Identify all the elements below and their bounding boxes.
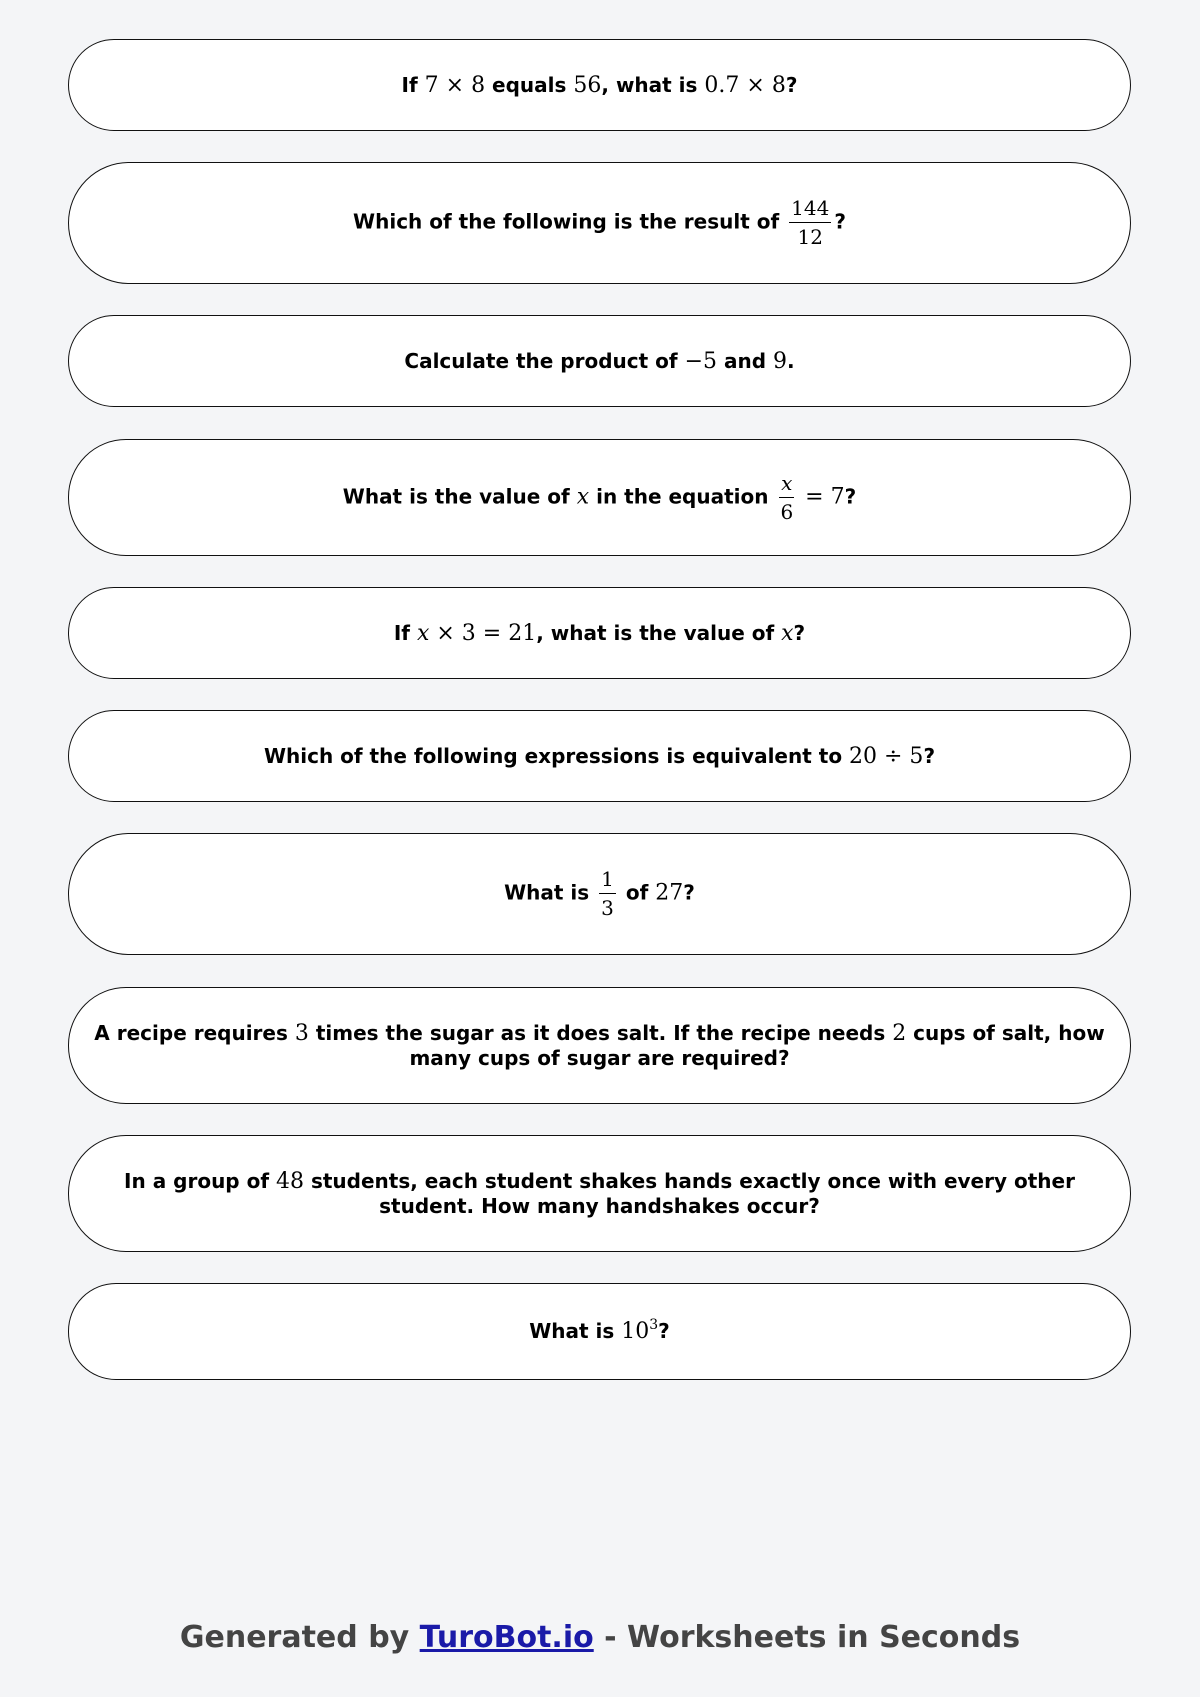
fraction: $\frac{x}{6}$ bbox=[780, 470, 794, 524]
question-card-7 bbox=[68, 833, 1131, 955]
fraction: $\frac{144}{12}$ bbox=[791, 196, 830, 249]
question-card-8 bbox=[68, 987, 1131, 1104]
question-text: What is $\frac{1}{3}$ of 27? bbox=[504, 867, 695, 920]
question-text: Calculate the product of −5 and 9. bbox=[404, 348, 795, 374]
question-text: In a group of 48 students, each student shakes hands exactly once with every other student. How many handshakes occur? bbox=[124, 1168, 1075, 1218]
question-card-10 bbox=[68, 1283, 1131, 1380]
question-card-2 bbox=[68, 162, 1131, 284]
question-card-6 bbox=[68, 710, 1131, 802]
question-card-5 bbox=[68, 587, 1131, 679]
question-text: A recipe requires 3 times the sugar as it does salt. If the recipe needs 2 cups of salt, how many cups of sugar are required? bbox=[94, 1020, 1105, 1070]
question-card-1 bbox=[68, 39, 1131, 131]
question-text: What is $10^3$? bbox=[529, 1317, 670, 1344]
question-text: If 7 × 8 equals 56, what is 0.7 × 8? bbox=[401, 72, 798, 98]
question-card-9 bbox=[68, 1135, 1131, 1252]
question-text: Which of the following expressions is equivalent to 20 ÷ 5? bbox=[263, 743, 936, 769]
question-text: Which of the following is the result of $\frac{144}{12}$ ? bbox=[353, 196, 846, 249]
fraction: $\frac{1}{3}$ bbox=[601, 867, 614, 920]
question-text: What is the value of x in the equation $\frac{x}{6}$ = 7? bbox=[342, 470, 857, 524]
question-card-3 bbox=[68, 315, 1131, 407]
question-text: If x × 3 = 21, what is the value of x? bbox=[393, 620, 806, 646]
footer-credit: Generated by TuroBot.io - Worksheets in Seconds bbox=[179, 1620, 1021, 1655]
question-card-4 bbox=[68, 439, 1131, 556]
turobot-link[interactable]: TuroBot.io bbox=[419, 1620, 594, 1655]
